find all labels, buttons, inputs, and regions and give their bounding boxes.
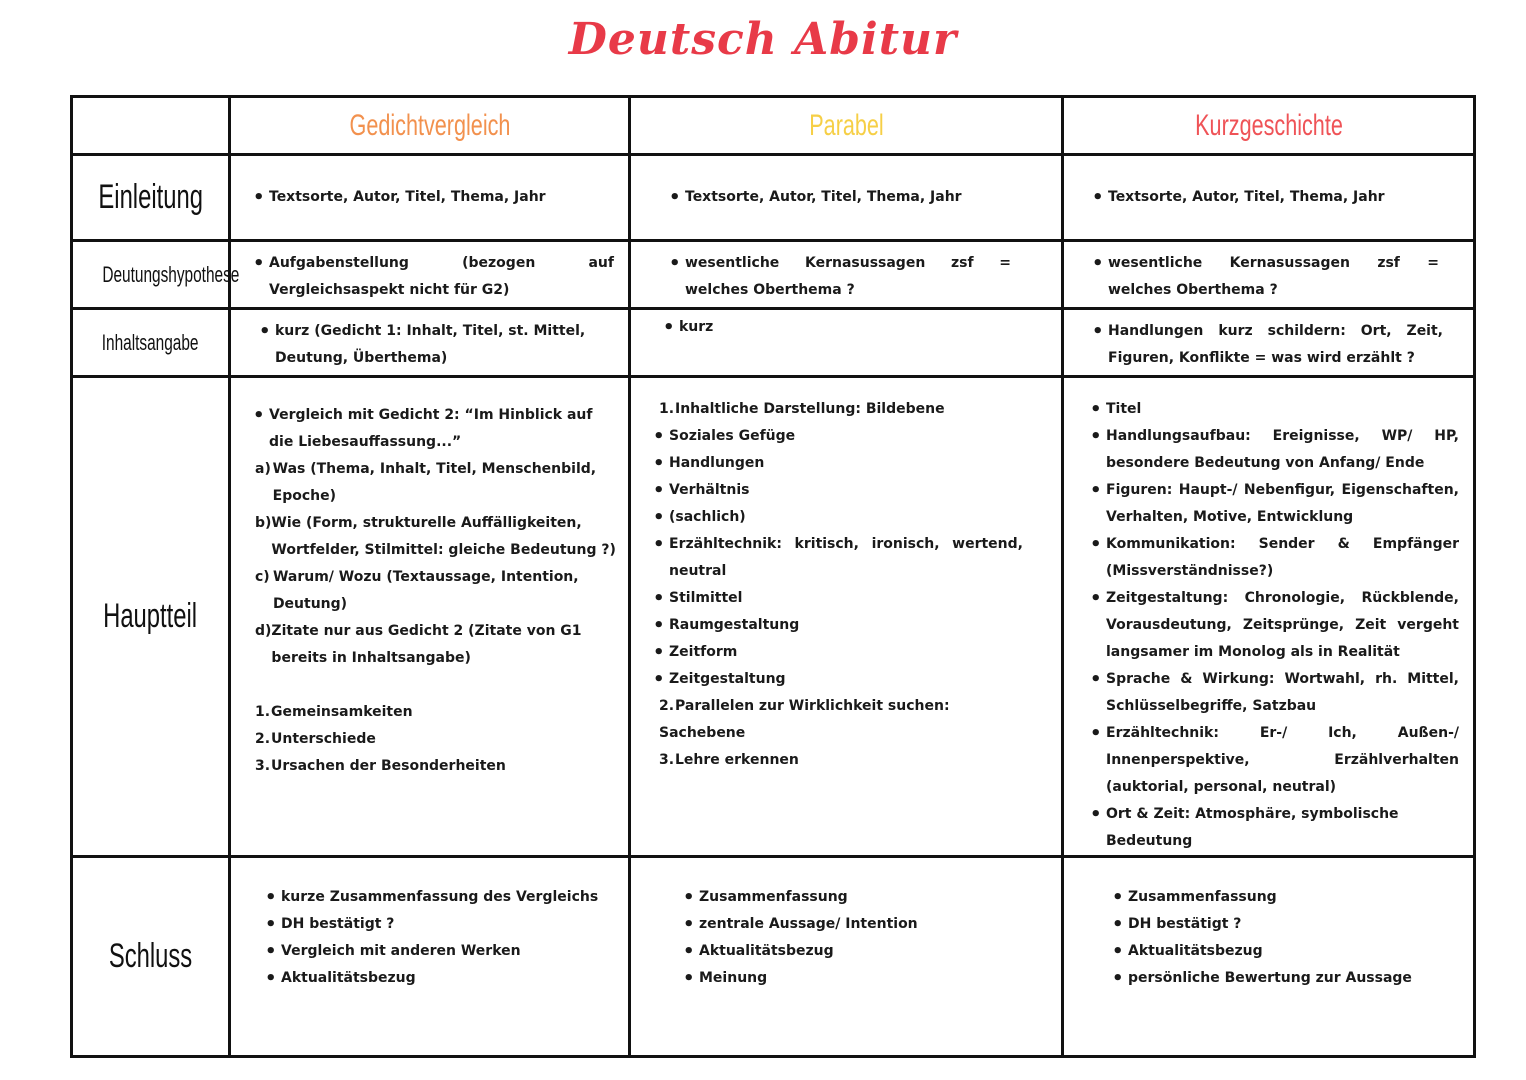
list-item: b) Wie (Form, strukturelle Auffälligkeiten, Wortfelder, Stilmittel: gleiche Bedeutung ?) [255,515,616,558]
list-item: 3.Ursachen der Besonderheiten [255,758,506,774]
list-item: • Textsorte, Autor, Titel, Thema, Jahr [245,184,614,211]
list-item: • Vergleich mit Gedicht 2: “Im Hinblick auf die Liebesauffassung...” [245,402,618,456]
dh-kurz-cell [1063,241,1475,309]
comparison-table [70,95,1476,1058]
column-header-parabel: Parabel [690,97,1002,155]
header-row [72,97,1475,155]
list-item: • Handlungsaufbau: Ereignisse, WP/ HP, besondere Bedeutung von Anfang/ Ende [1082,423,1459,477]
list-item: • Aktualitätsbezug [675,938,1047,965]
list-item: • Verhältnis [645,477,1023,504]
hauptteil-gedicht-cell [230,377,630,857]
list-item: • Sprache & Wirkung: Wortwahl, rh. Mittel, Schlüsselbegriffe, Satzbau [1082,666,1459,720]
list-item: • Erzähltechnik: kritisch, ironisch, wertend, neutral [645,531,1023,585]
list-item: • Aktualitätsbezug [1104,938,1459,965]
row-label-einleitung: Einleitung [72,155,230,241]
row-schluss [72,857,1475,1057]
list-item: d) Zitate nur aus Gedicht 2 (Zitate von G1 bereits in Inhaltsangabe) [255,623,582,666]
einleitung-gedicht-cell [230,155,630,241]
list-item: • Textsorte, Autor, Titel, Thema, Jahr [661,184,1047,211]
list-item: • Kommunikation: Sender & Empfänger (Missverständnisse?) [1082,531,1459,585]
list-item: 1.Inhaltliche Darstellung: Bildebene [659,401,945,417]
list-item: • Vergleich mit anderen Werken [257,938,614,965]
schluss-gedicht-cell [230,857,630,1057]
list-item: 2.Parallelen zur Wirklichkeit suchen: Sachebene [659,698,950,741]
list-item: • Aktualitätsbezug [257,965,614,992]
corner-cell [72,97,230,155]
list-item: • Zeitgestaltung: Chronologie, Rückblende, Vorausdeutung, Zeitsprünge, Zeit vergeht langsamer im Monolog als in Realität [1082,585,1459,666]
dh-parabel-cell [630,241,1063,309]
column-header-kurzgeschichte: Kurzgeschichte [1120,97,1417,155]
list-item: • Ort & Zeit: Atmosphäre, symbolische Bedeutung [1082,801,1459,855]
inh-parabel-cell [630,309,1063,377]
list-item: • Zeitgestaltung [645,666,1023,693]
row-label-schluss: Schluss [72,857,230,1057]
list-item: • Meinung [675,965,1047,992]
list-item: • Raumgestaltung [645,612,1023,639]
list-item: • Zusammenfassung [1104,884,1459,911]
inh-kurz-cell [1063,309,1475,377]
list-item: 1.Gemeinsamkeiten [255,704,413,720]
list-item: • Titel [1082,396,1459,423]
list-item: c) Warum/ Wozu (Textaussage, Intention, Deutung) [255,569,579,612]
row-label-deutungshypothese: Deutungshypothese [72,241,230,309]
list-item: • Stilmittel [645,585,1023,612]
list-item: a) Was (Thema, Inhalt, Titel, Menschenbild, Epoche) [255,461,597,504]
row-label-hauptteil: Hauptteil [72,377,230,857]
list-item: • wesentliche Kernasussagen zsf = welches Oberthema ? [661,250,1011,304]
row-inhaltsangabe [72,309,1475,377]
column-header-gedichtvergleich: Gedichtvergleich [286,97,574,155]
list-item: • Textsorte, Autor, Titel, Thema, Jahr [1084,184,1459,211]
list-item: 3.Lehre erkennen [659,752,799,768]
schluss-kurz-cell [1063,857,1475,1057]
einleitung-parabel-cell [630,155,1063,241]
list-item: • DH bestätigt ? [257,911,614,938]
list-item: • wesentliche Kernasussagen zsf = welches Oberthema ? [1084,250,1439,304]
hauptteil-kurz-cell [1063,377,1475,857]
page-title: Deutsch Abitur [568,14,958,65]
list-item: • kurze Zusammenfassung des Vergleichs [257,884,614,911]
row-hauptteil [72,377,1475,857]
list-item: • Handlungen [645,450,1023,477]
list-item: 2.Unterschiede [255,731,376,747]
dh-gedicht-cell [230,241,630,309]
list-item: • Soziales Gefüge [645,423,1023,450]
hauptteil-parabel-cell [630,377,1063,857]
list-item: • DH bestätigt ? [1104,911,1459,938]
schluss-parabel-cell [630,857,1063,1057]
list-item: • (sachlich) [645,504,1023,531]
inh-gedicht-cell [230,309,630,377]
list-item: • Handlungen kurz schildern: Ort, Zeit, Figuren, Konflikte = was wird erzählt ? [1084,318,1443,372]
list-item: • kurz [655,314,1047,341]
row-einleitung [72,155,1475,241]
list-item: • persönliche Bewertung zur Aussage [1104,965,1459,992]
list-item: • Zusammenfassung [675,884,1047,911]
row-label-inhaltsangabe: Inhaltsangabe [72,309,230,377]
list-item: • kurz (Gedicht 1: Inhalt, Titel, st. Mittel, Deutung, Überthema) [251,318,614,372]
list-item: • zentrale Aussage/ Intention [675,911,1047,938]
list-item: • Erzähltechnik: Er-/ Ich, Außen-/ Innenperspektive, Erzählverhalten (auktorial, personal, neutral) [1082,720,1459,801]
einleitung-kurz-cell [1063,155,1475,241]
list-item: • Aufgabenstellung (bezogen auf Vergleichsaspekt nicht für G2) [245,250,614,304]
list-item: • Zeitform [645,639,1023,666]
row-deutungshypothese [72,241,1475,309]
list-item: • Figuren: Haupt-/ Nebenfigur, Eigenschaften, Verhalten, Motive, Entwicklung [1082,477,1459,531]
